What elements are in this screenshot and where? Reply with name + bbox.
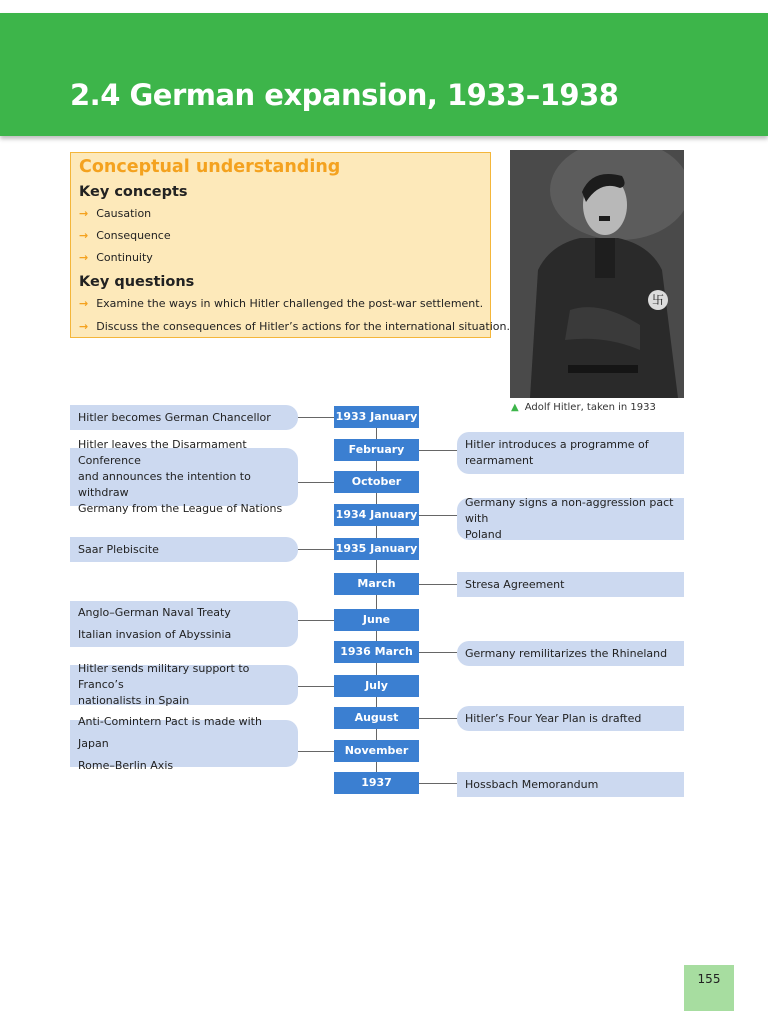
timeline-date: 1935 January — [334, 538, 419, 560]
key-question-item: → Examine the ways in which Hitler challenged the post-war settlement. — [79, 297, 484, 310]
timeline-date: August — [334, 707, 419, 729]
timeline-date: June — [334, 609, 419, 631]
connector-line — [419, 718, 457, 719]
timeline-date: July — [334, 675, 419, 697]
key-concept-item: → Continuity — [79, 251, 153, 264]
timeline-date: October — [334, 471, 419, 493]
key-concept-item: → Consequence — [79, 229, 171, 242]
timeline-date: March — [334, 573, 419, 595]
timeline-event-left: Hitler leaves the Disarmament Conference and announces the intention to withdraw Germany from the League of Nations — [70, 448, 298, 506]
timeline-date: 1936 March — [334, 641, 419, 663]
timeline-event-right: Hitler introduces a programme of rearmament — [457, 432, 684, 474]
connector-line — [419, 515, 457, 516]
arrow-right-icon: → — [79, 251, 89, 264]
connector-line — [298, 417, 334, 418]
arrow-right-icon: → — [79, 229, 89, 242]
timeline-event-right: Germany remilitarizes the Rhineland — [457, 641, 684, 666]
svg-text:卐: 卐 — [651, 293, 665, 307]
timeline-event-right: Hossbach Memorandum — [457, 772, 684, 797]
timeline-event-left: Hitler becomes German Chancellor — [70, 405, 298, 430]
connector-line — [298, 482, 334, 483]
connector-line — [419, 783, 457, 784]
arrow-right-icon: → — [79, 207, 89, 220]
connector-line — [298, 686, 334, 687]
triangle-up-icon: ▲ — [511, 402, 519, 413]
key-concept-item: → Causation — [79, 207, 152, 220]
timeline-date: 1934 January — [334, 504, 419, 526]
concept-box-title: Conceptual understanding — [79, 157, 341, 177]
connector-line — [298, 620, 334, 621]
key-concepts-heading: Key concepts — [79, 184, 188, 200]
timeline-date: 1937 — [334, 772, 419, 794]
connector-line — [298, 751, 334, 752]
section-title: 2.4 German expansion, 1933–1938 — [70, 78, 619, 112]
connector-line — [419, 652, 457, 653]
conceptual-understanding-box — [70, 152, 510, 338]
arrow-right-icon: → — [79, 320, 89, 333]
timeline-date: 1933 January — [334, 406, 419, 428]
timeline-event-left: Anti-Comintern Pact is made with Japan Rome–Berlin Axis — [70, 720, 298, 767]
key-questions-heading: Key questions — [79, 274, 195, 290]
timeline-event-right: Germany signs a non-aggression pact with Poland — [457, 498, 684, 540]
header-band — [0, 13, 768, 136]
connector-line — [419, 584, 457, 585]
timeline-date: February — [334, 439, 419, 461]
arrow-right-icon: → — [79, 297, 89, 310]
timeline-event-right: Hitler’s Four Year Plan is drafted — [457, 706, 684, 731]
portrait-image — [510, 150, 684, 398]
timeline-event-left: Saar Plebiscite — [70, 537, 298, 562]
timeline-event-right: Stresa Agreement — [457, 572, 684, 597]
timeline-event-left: Hitler sends military support to Franco’s nationalists in Spain — [70, 665, 298, 705]
connector-line — [298, 549, 334, 550]
hitler-photo — [510, 150, 684, 398]
timeline-event-left: Anglo–German Naval Treaty Italian invasion of Abyssinia — [70, 601, 298, 647]
photo-caption: ▲ Adolf Hitler, taken in 1933 — [511, 402, 656, 413]
page-number: 155 — [684, 965, 734, 1011]
timeline-date: November — [334, 740, 419, 762]
key-question-item: → Discuss the consequences of Hitler’s actions for the international situation. — [79, 320, 510, 333]
connector-line — [419, 450, 457, 451]
